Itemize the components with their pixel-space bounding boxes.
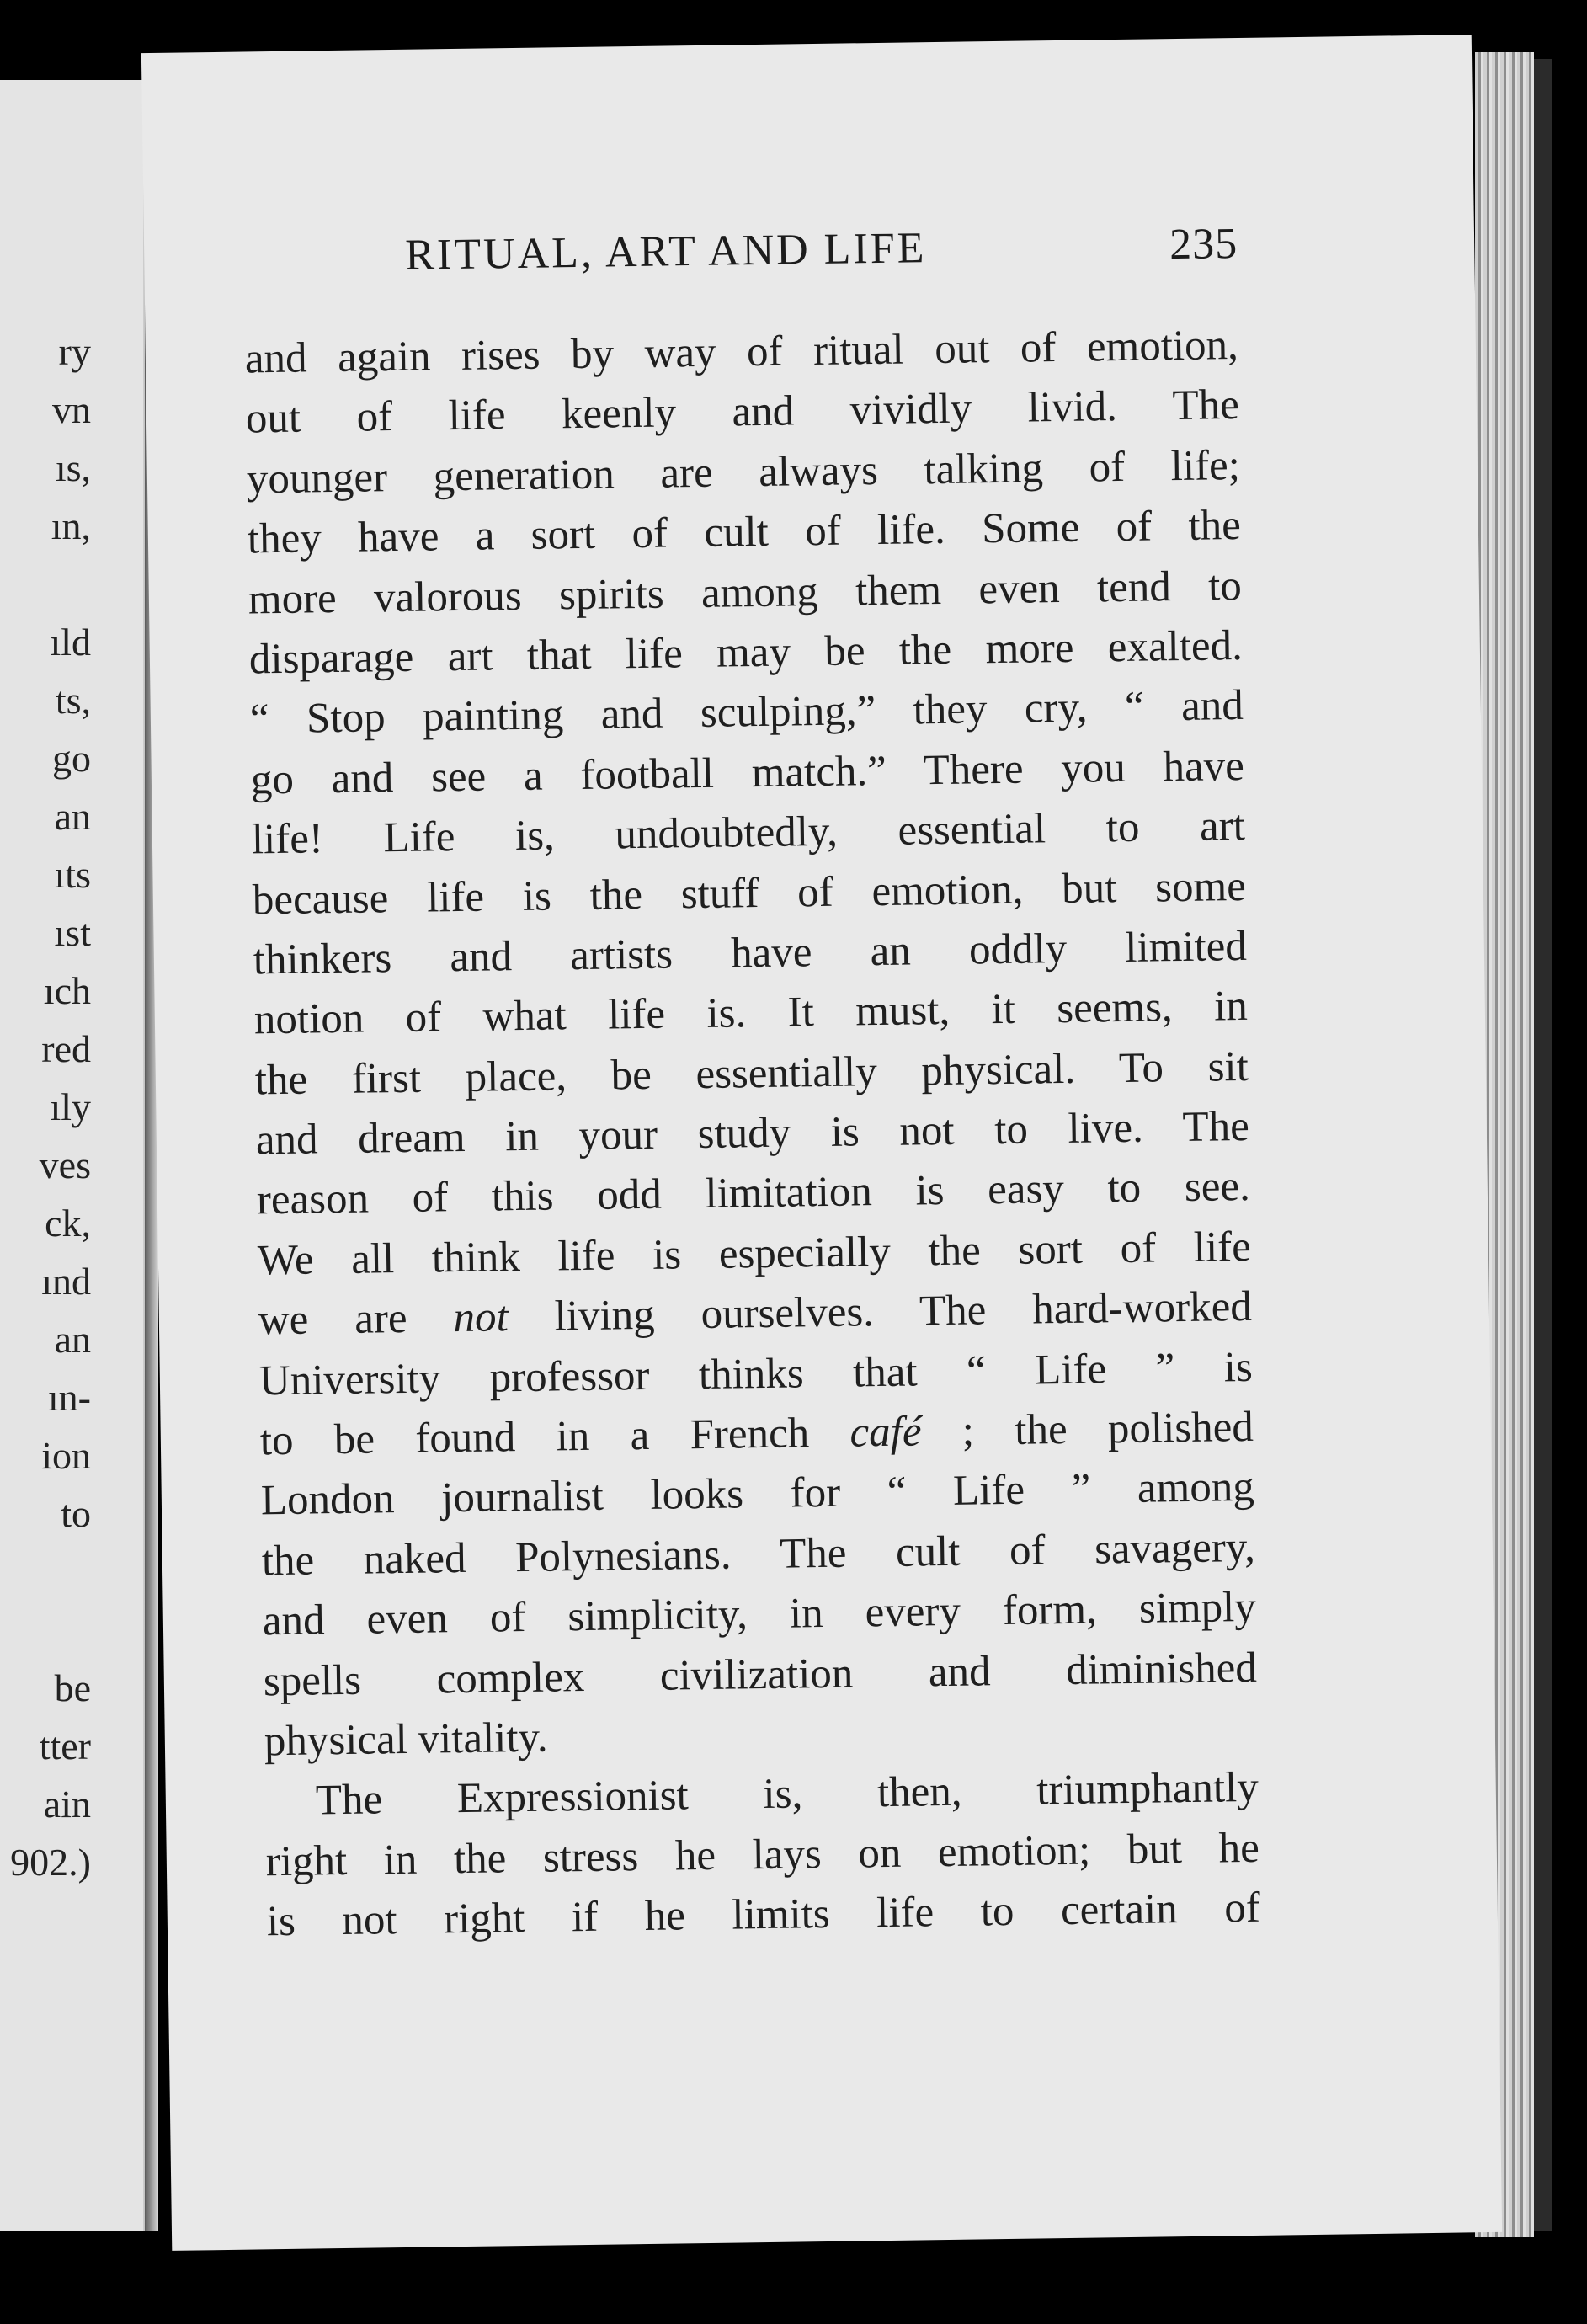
left-page-fragment: ion	[41, 1434, 91, 1477]
left-page-fragment: an	[54, 1318, 91, 1361]
text-line: life! Life is, undoubtedly, essential to art	[251, 802, 1246, 864]
text-line: physical vitality.	[264, 1714, 548, 1766]
text-line: reason of this odd limitation is easy to see.	[256, 1163, 1251, 1224]
left-page-fragment: ın,	[51, 504, 91, 547]
left-page-fragment: ıst	[54, 911, 91, 954]
left-page-fragment: ıch	[43, 969, 91, 1012]
text-line: is not right if he limits life to certain of	[266, 1884, 1261, 1946]
body-text	[244, 316, 1260, 1953]
page-number: 235	[1169, 219, 1238, 269]
left-page-fragment: ts,	[55, 679, 91, 722]
left-page-fragment: 902.)	[10, 1841, 91, 1884]
running-title: RITUAL, ART AND LIFE	[404, 224, 927, 280]
left-page-fragment: ınd	[41, 1260, 91, 1303]
cover-edge	[1534, 59, 1552, 2231]
left-page-fragment: vn	[52, 388, 91, 431]
right-page	[141, 35, 1502, 2251]
text-line: University professor thinks that “ Life ” is	[258, 1343, 1254, 1405]
left-page-fragment: ıly	[50, 1085, 91, 1128]
left-page-fragment: be	[54, 1666, 91, 1709]
text-line: London journalist looks for “ Life ” among	[260, 1463, 1255, 1525]
left-page-fragment: ves	[39, 1143, 91, 1186]
left-page-fragment: ck,	[45, 1202, 91, 1245]
text-line: because life is the stuff of emotion, but some	[252, 862, 1247, 924]
left-page-fragment: ry	[58, 330, 91, 373]
left-page-fragment: ıld	[50, 621, 91, 664]
text-line: right in the stress he lays on emotion; but he	[265, 1824, 1260, 1886]
text-line: notion of what life is. It must, it seems, in	[253, 983, 1249, 1044]
text-line: we are not living ourselves. The hard-worked	[258, 1283, 1253, 1345]
left-page	[0, 80, 152, 2231]
text-line: and even of simplicity, in every form, simply	[262, 1584, 1257, 1645]
text-line: go and see a football match.” There you have	[250, 742, 1245, 804]
text-line: younger generation are always talking of life;	[246, 441, 1241, 504]
left-page-fragment: ain	[43, 1783, 91, 1826]
text-line: The Expressionist is, then, triumphantly	[315, 1764, 1259, 1825]
text-line: the naked Polynesians. The cult of savagery,	[261, 1523, 1256, 1586]
text-line: and again rises by way of ritual out of emotion,	[244, 322, 1239, 383]
text-line: disparage art that life may be the more exalted.	[248, 621, 1244, 684]
left-page-fragment: tter	[39, 1724, 91, 1767]
text-line: and dream in your study is not to live. The	[255, 1102, 1250, 1165]
text-line: thinkers and artists have an oddly limited	[253, 922, 1248, 984]
running-header	[144, 216, 1475, 293]
text-line: spells complex civilization and diminished	[263, 1644, 1258, 1705]
text-line: We all think life is especially the sort of life	[257, 1223, 1252, 1285]
text-line: they have a sort of cult of life. Some of the	[247, 502, 1242, 563]
left-page-fragment: red	[41, 1027, 91, 1070]
text-line: the first place, be essentially physical. To sit	[254, 1042, 1249, 1105]
left-page-fragment: ıs,	[55, 446, 91, 489]
text-line: to be found in a French café ; the polished	[259, 1403, 1254, 1465]
left-page-fragment: to	[61, 1492, 91, 1535]
left-page-fragment: ıts	[54, 853, 91, 896]
text-line: out of life keenly and vividly livid. The	[245, 381, 1240, 443]
text-line: more valorous spirits among them even tend to	[248, 562, 1243, 624]
left-page-fragment: go	[52, 737, 91, 780]
left-page-fragment: an	[54, 795, 91, 838]
left-page-fragment: ın-	[47, 1376, 91, 1419]
text-line: “ Stop painting and sculping,” they cry, “ and	[249, 682, 1244, 744]
